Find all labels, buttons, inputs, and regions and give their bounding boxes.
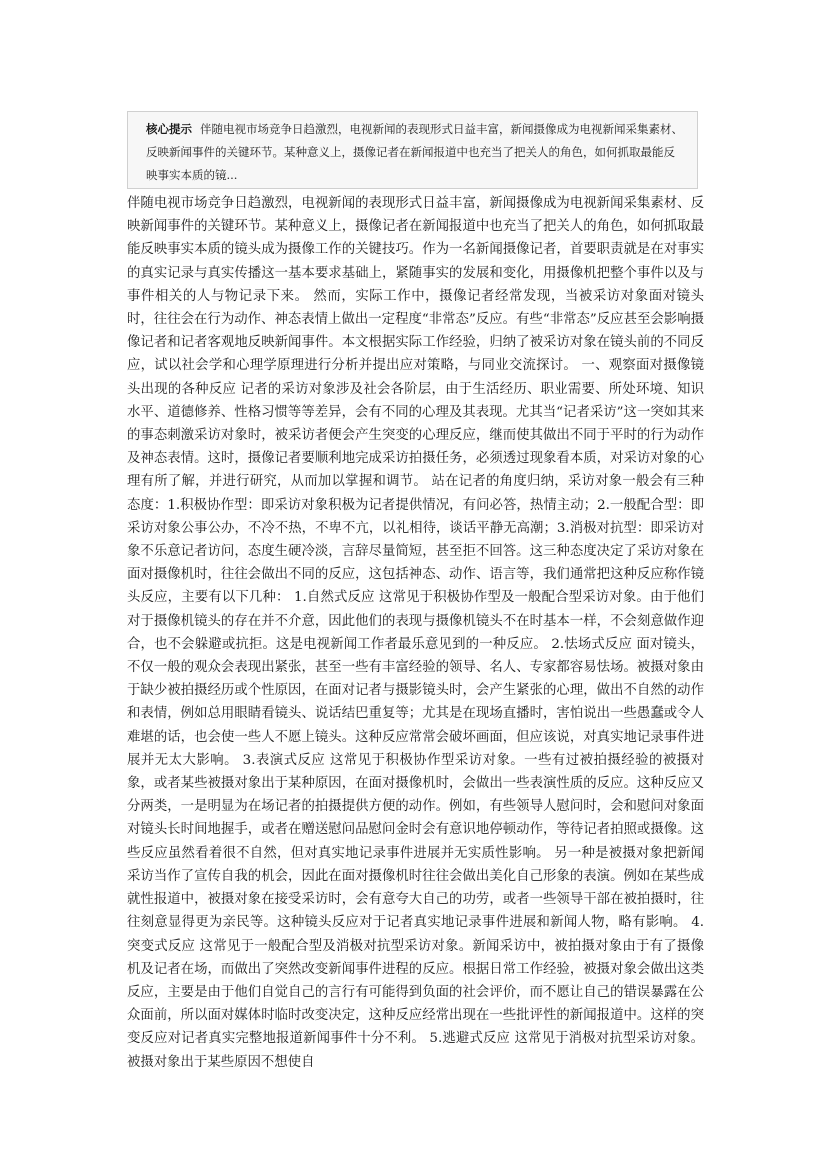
summary-text: 伴随电视市场竞争日趋激烈，电视新闻的表现形式日益丰富，新闻摄像成为电视新闻采集素材、反映新闻事件的关键环节。某种意义上，摄像记者在新闻报道中也充当了把关人的角色，如何抓取最能反映事实本质的镜... xyxy=(146,122,683,182)
summary-label: 核心提示 xyxy=(146,122,192,136)
summary-box xyxy=(127,111,698,189)
article-body: 伴随电视市场竞争日趋激烈，电视新闻的表现形式日益丰富，新闻摄像成为电视新闻采集素材、反映新闻事件的关键环节。某种意义上，摄像记者在新闻报道中也充当了把关人的角色，如何抓取最能反映事实本质的镜头成为摄像工作的关键技巧。作为一名新闻摄像记者，首要职责就是在对事实的真实记录与真实传播这一基本要求基础上，紧随事实的发展和变化，用摄像机把整个事件以及与事件相关的人与物记录下来。 然而，实际工作中，摄像记者经常发现，当被采访对象面对镜头时，往往会在行为动作、神态表情上做出一定程度“非常态”反应。有些“非常态”反应甚至会影响摄像记者和记者客观地反映新闻事件。本文根据实际工作经验，归纳了被采访对象在镜头前的不同反应，试以社会学和心理学原理进行分析并提出应对策略，与同业交流探讨。 一、观察面对摄像镜头出现的各种反应 记者的采访对象涉及社会各阶层，由于生活经历、职业需要、所处环境、知识水平、道德修养、性格习惯等等差异，会有不同的心理及其表现。尤其当“记者采访”这一突如其来的事态刺激采访对象时，被采访者便会产生突变的心理反应，继而使其做出不同于平时的行为动作及神态表情。这时，摄像记者要顺利地完成采访拍摄任务，必须透过现象看本质，对采访对象的心理有所了解，并进行研究，从而加以掌握和调节。 站在记者的角度归纳，采访对象一般会有三种态度：1.积极协作型：即采访对象积极为记者提供情况，有问必答，热情主动；2.一般配合型：即采访对象公事公办，不冷不热，不卑不亢，以礼相待，谈话平静无高潮；3.消极对抗型：即采访对象不乐意记者访问，态度生硬冷淡，言辞尽量简短，甚至拒不回答。这三种态度决定了采访对象在面对摄像机时，往往会做出不同的反应，这包括神态、动作、语言等，我们通常把这种反应称作镜头反应，主要有以下几种： 1.自然式反应 这常见于积极协作型及一般配合型采访对象。由于他们对于摄像机镜头的存在并不介意，因此他们的表现与摄像机镜头不在时基本一样，不会刻意做作迎合，也不会躲避或抗拒。这是电视新闻工作者最乐意见到的一种反应。 2.怯场式反应 面对镜头，不仅一般的观众会表现出紧张，甚至一些有丰富经验的领导、名人、专家都容易怯场。被摄对象由于缺少被拍摄经历或个性原因，在面对记者与摄影镜头时，会产生紧张的心理，做出不自然的动作和表情，例如总用眼睛看镜头、说话结巴重复等；尤其是在现场直播时，害怕说出一些愚蠢或令人难堪的话，也会使一些人不愿上镜头。这种反应常常会破坏画面，但应该说，对真实地记录事件进展并无太大影响。 3.表演式反应 这常见于积极协作型采访对象。一些有过被拍摄经验的被摄对象，或者某些被摄对象出于某种原因，在面对摄像机时，会做出一些表演性质的反应。这种反应又分两类，一是明显为在场记者的拍摄提供方便的动作。例如，有些领导人慰问时，会和慰问对象面对镜头长时间地握手，或者在赠送慰问品慰问金时会有意识地停顿动作，等待记者拍照或摄像。这些反应虽然看着很不自然，但对真实地记录事件进展并无实质性影响。 另一种是被摄对象把新闻采访当作了宣传自我的机会，因此在面对摄像机时往往会做出美化自己形象的表演。例如在某些成就性报道中，被摄对象在接受采访时，会有意夸大自己的功劳，或者一些领导干部在被拍摄时，往往刻意显得更为亲民等。这种镜头反应对于记者真实地记录事件进展和新闻人物，略有影响。 4.突变式反应 这常见于一般配合型及消极对抗型采访对象。新闻采访中，被拍摄对象由于有了摄像机及记者在场，而做出了突然改变新闻事件进程的反应。根据日常工作经验，被摄对象会做出这类反应，主要是由于他们自觉自己的言行有可能得到负面的社会评价，而不愿让自己的错误暴露在公众面前，所以面对媒体时临时改变决定，这种反应经常出现在一些批评性的新闻报道中。这样的突变反应对记者真实完整地报道新闻事件十分不利。 5.逃避式反应 这常见于消极对抗型采访对象。被摄对象出于某些原因不想使自 xyxy=(127,196,704,1070)
